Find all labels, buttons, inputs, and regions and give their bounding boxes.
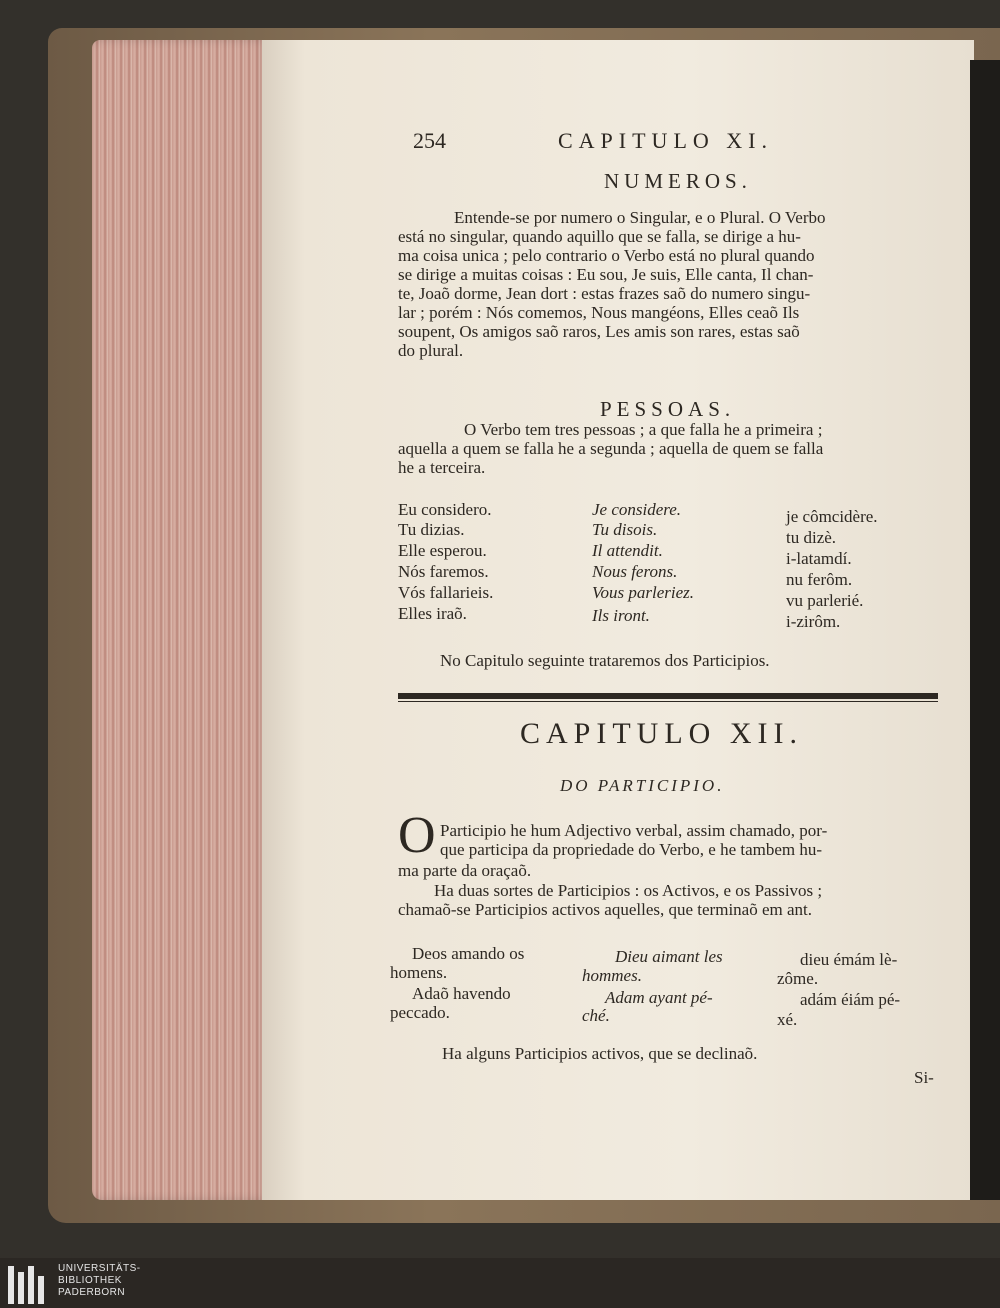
example-fr: Dieu aimant les xyxy=(615,947,723,966)
conj-pron: nu ferôm. xyxy=(786,570,853,589)
intro-paragraph xyxy=(440,821,944,859)
conj-pt: Vós fallarieis. xyxy=(398,583,494,602)
example-pt: homens. xyxy=(390,963,448,982)
example-pt: Deos amando os xyxy=(412,944,525,963)
text-line: que participa da propriedade do Verbo, e he tambem hu- xyxy=(440,840,823,859)
text-line: do plural. xyxy=(398,341,464,360)
conj-pron: je cômcidère. xyxy=(786,507,878,526)
conj-fr: Nous ferons. xyxy=(592,562,678,581)
text-line: chamaõ-se Participios activos aquelles, que terminaõ em ant. xyxy=(398,900,813,919)
text-line: lar ; porém : Nós comemos, Nous mangéons, Elles ceaõ Ils xyxy=(398,303,800,322)
example-fr: ché. xyxy=(582,1006,610,1025)
section-rule xyxy=(398,693,938,699)
page-edges xyxy=(92,40,270,1200)
running-title: CAPITULO XI. xyxy=(558,128,773,153)
example-pron: dieu émám lè- xyxy=(800,950,898,969)
catchword: Si- xyxy=(914,1068,934,1087)
example-pt: Adaõ havendo xyxy=(412,984,511,1003)
example-pron: zôme. xyxy=(777,969,819,988)
text-line: está no singular, quando aquillo que se falla, se dirige a hu- xyxy=(398,227,801,246)
chapter-subheading: DO PARTICIPIO. xyxy=(560,776,725,795)
text-line: soupent, Os amigos saõ raros, Les amis son rares, estas saõ xyxy=(398,322,800,341)
text-line: se dirige a muitas coisas : Eu sou, Je suis, Elle canta, Il chan- xyxy=(398,265,814,284)
conj-fr: Vous parleriez. xyxy=(592,583,694,602)
chapter-heading: CAPITULO XII. xyxy=(520,717,803,750)
conj-pt: Elles iraõ. xyxy=(398,604,467,623)
library-name-line: UNIVERSITÄTS- xyxy=(58,1263,141,1274)
library-name-line: PADERBORN xyxy=(58,1287,126,1298)
drop-cap: O xyxy=(398,807,436,864)
conj-pt: Nós faremos. xyxy=(398,562,489,581)
text-line: ma coisa unica ; pelo contrario o Verbo está no plural quando xyxy=(398,246,815,265)
text-line: te, Joaõ dorme, Jean dort : estas frazes saõ do numero singu- xyxy=(398,284,811,303)
example-fr: Adam ayant pé- xyxy=(605,988,713,1007)
closing-line: No Capitulo seguinte trataremos dos Participios. xyxy=(440,651,770,670)
conj-pron: i-zirôm. xyxy=(786,612,841,631)
conj-pt: Eu considero. xyxy=(398,500,492,519)
pessoas-paragraph xyxy=(398,420,944,477)
conj-fr: Je considere. xyxy=(592,500,682,519)
conj-pt: Elle esperou. xyxy=(398,541,487,560)
numeros-paragraph xyxy=(398,208,944,360)
text-line: Ha duas sortes de Participios : os Activos, e os Passivos ; xyxy=(434,881,823,900)
text-line: O Verbo tem tres pessoas ; a que falla he a primeira ; xyxy=(464,420,823,439)
footer-bar xyxy=(0,1258,1000,1308)
last-line: Ha alguns Participios activos, que se declinaõ. xyxy=(442,1044,758,1063)
right-gutter xyxy=(970,60,1000,1200)
example-pron: adám éiám pé- xyxy=(800,990,901,1009)
conj-fr: Il attendit. xyxy=(592,541,663,560)
library-logo-icon xyxy=(4,1262,50,1308)
conj-pron: i-latamdí. xyxy=(786,549,852,568)
library-name xyxy=(58,1263,141,1299)
conj-fr: Ils iront. xyxy=(592,606,650,625)
text-line: Participio he hum Adjectivo verbal, assim chamado, por- xyxy=(440,821,828,840)
conj-pron: vu parlerié. xyxy=(786,591,864,610)
section-heading-numeros: NUMEROS. xyxy=(604,169,752,193)
example-fr: hommes. xyxy=(582,966,642,985)
conj-fr: Tu disois. xyxy=(592,520,658,539)
text-line: ma parte da oraçaõ. xyxy=(398,861,532,880)
page-number: 254 xyxy=(413,128,446,153)
sortes-paragraph xyxy=(398,881,944,919)
conj-pt: Tu dizias. xyxy=(398,520,465,539)
conj-pron: tu dizè. xyxy=(786,528,837,547)
library-name-line: BIBLIOTHEK xyxy=(58,1275,122,1286)
example-pt: peccado. xyxy=(390,1003,450,1022)
text-line: Entende-se por numero o Singular, e o Plural. O Verbo xyxy=(454,208,826,227)
text-line: aquella a quem se falla he a segunda ; aquella de quem se falla xyxy=(398,439,824,458)
example-pron: xé. xyxy=(777,1010,798,1029)
text-line: he a terceira. xyxy=(398,458,486,477)
section-heading-pessoas: PESSOAS. xyxy=(600,397,736,421)
